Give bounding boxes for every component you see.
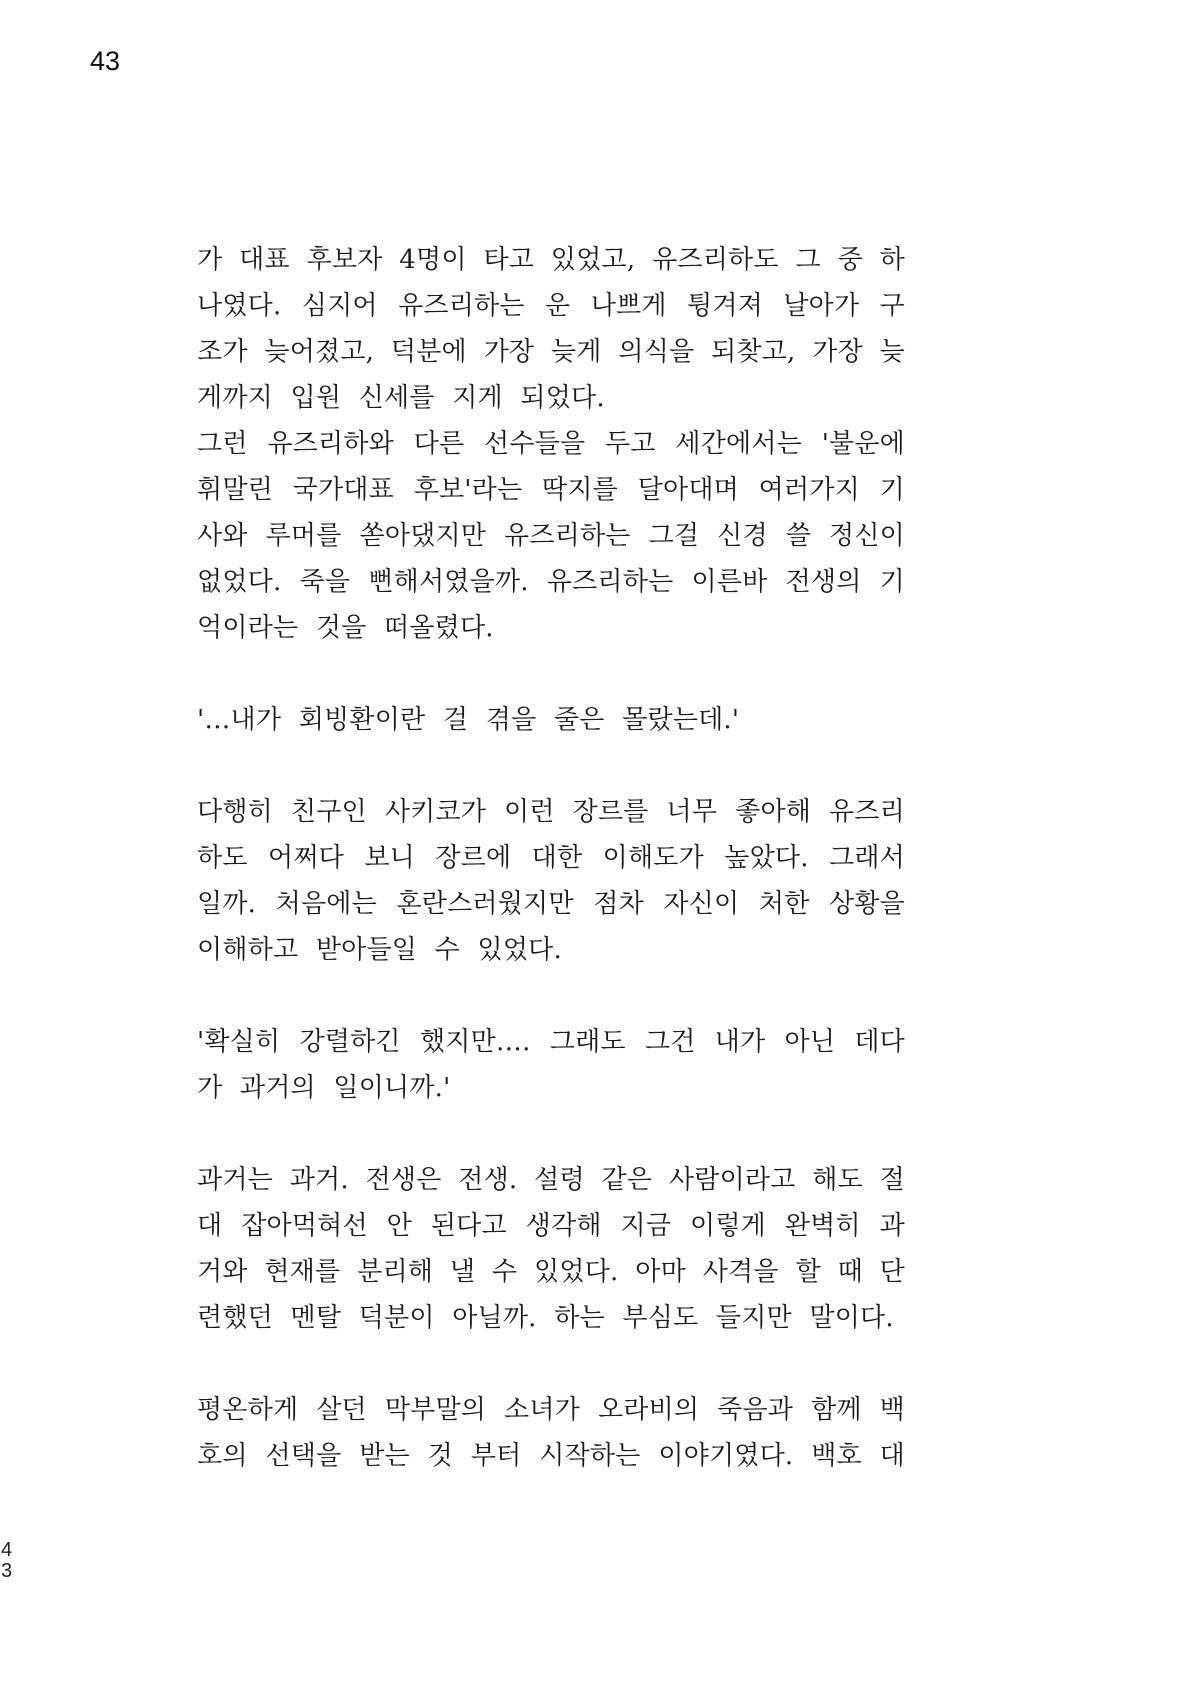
text-line: 평온하게 살던 막부말의 소녀가 오라비의 죽음과 함께 백: [197, 1395, 905, 1425]
text-line: 휘말린 국가대표 후보'라는 딱지를 달아대며 여러가지 기: [197, 475, 905, 505]
text-line: 사와 루머를 쏟아댔지만 유즈리하는 그걸 신경 쓸 정신이: [197, 521, 905, 551]
text-line: 하도 어쩌다 보니 장르에 대한 이해도가 높았다. 그래서: [197, 843, 905, 873]
text-line: 호의 선택을 받는 것 부터 시작하는 이야기였다. 백호 대: [197, 1441, 905, 1471]
body-text: [197, 237, 905, 1479]
page-number-top: 43: [90, 46, 121, 76]
page-number-bottom-digit: 4: [1, 1539, 13, 1561]
text-line: 없었다. 죽을 뻔해서였을까. 유즈리하는 이른바 전생의 기: [197, 567, 905, 597]
text-line: 조가 늦어졌고, 덕분에 가장 늦게 의식을 되찾고, 가장 늦: [197, 337, 905, 367]
text-line: 가 대표 후보자 4명이 타고 있었고, 유즈리하도 그 중 하: [197, 245, 905, 275]
text-line: 일까. 처음에는 혼란스러웠지만 점차 자신이 처한 상황을: [197, 889, 905, 919]
text-line: 대 잡아먹혀선 안 된다고 생각해 지금 이렇게 완벽히 과: [197, 1211, 905, 1241]
text-line: 억이라는 것을 떠올렸다.: [197, 613, 494, 643]
text-line: 과거는 과거. 전생은 전생. 설령 같은 사람이라고 해도 절: [197, 1165, 905, 1195]
blank-line: [197, 651, 905, 697]
text-line: 가 과거의 일이니까.': [197, 1073, 451, 1103]
text-line: 그런 유즈리하와 다른 선수들을 두고 세간에서는 '불운에: [197, 429, 905, 459]
text-line: 게까지 입원 신세를 지게 되었다.: [197, 383, 605, 413]
text-line: '확실히 강렬하긴 했지만…. 그래도 그건 내가 아닌 데다: [197, 1027, 905, 1057]
blank-line: [197, 1111, 905, 1157]
text-line: 이해하고 받아들일 수 있었다.: [197, 935, 562, 965]
text-line: '…내가 회빙환이란 걸 겪을 줄은 몰랐는데.': [197, 705, 740, 735]
text-line: 나였다. 심지어 유즈리하는 운 나쁘게 튕겨져 날아가 구: [197, 291, 905, 321]
text-line: 거와 현재를 분리해 낼 수 있었다. 아마 사격을 할 때 단: [197, 1257, 905, 1287]
page-number-bottom-digit: 3: [1, 1560, 13, 1582]
blank-line: [197, 743, 905, 789]
text-line: 련했던 멘탈 덕분이 아닐까. 하는 부심도 들지만 말이다.: [197, 1303, 894, 1333]
blank-line: [197, 1341, 905, 1387]
page-number-bottom-vertical: [1, 1540, 12, 1582]
text-line: 다행히 친구인 사키코가 이런 장르를 너무 좋아해 유즈리: [197, 797, 905, 827]
blank-line: [197, 973, 905, 1019]
